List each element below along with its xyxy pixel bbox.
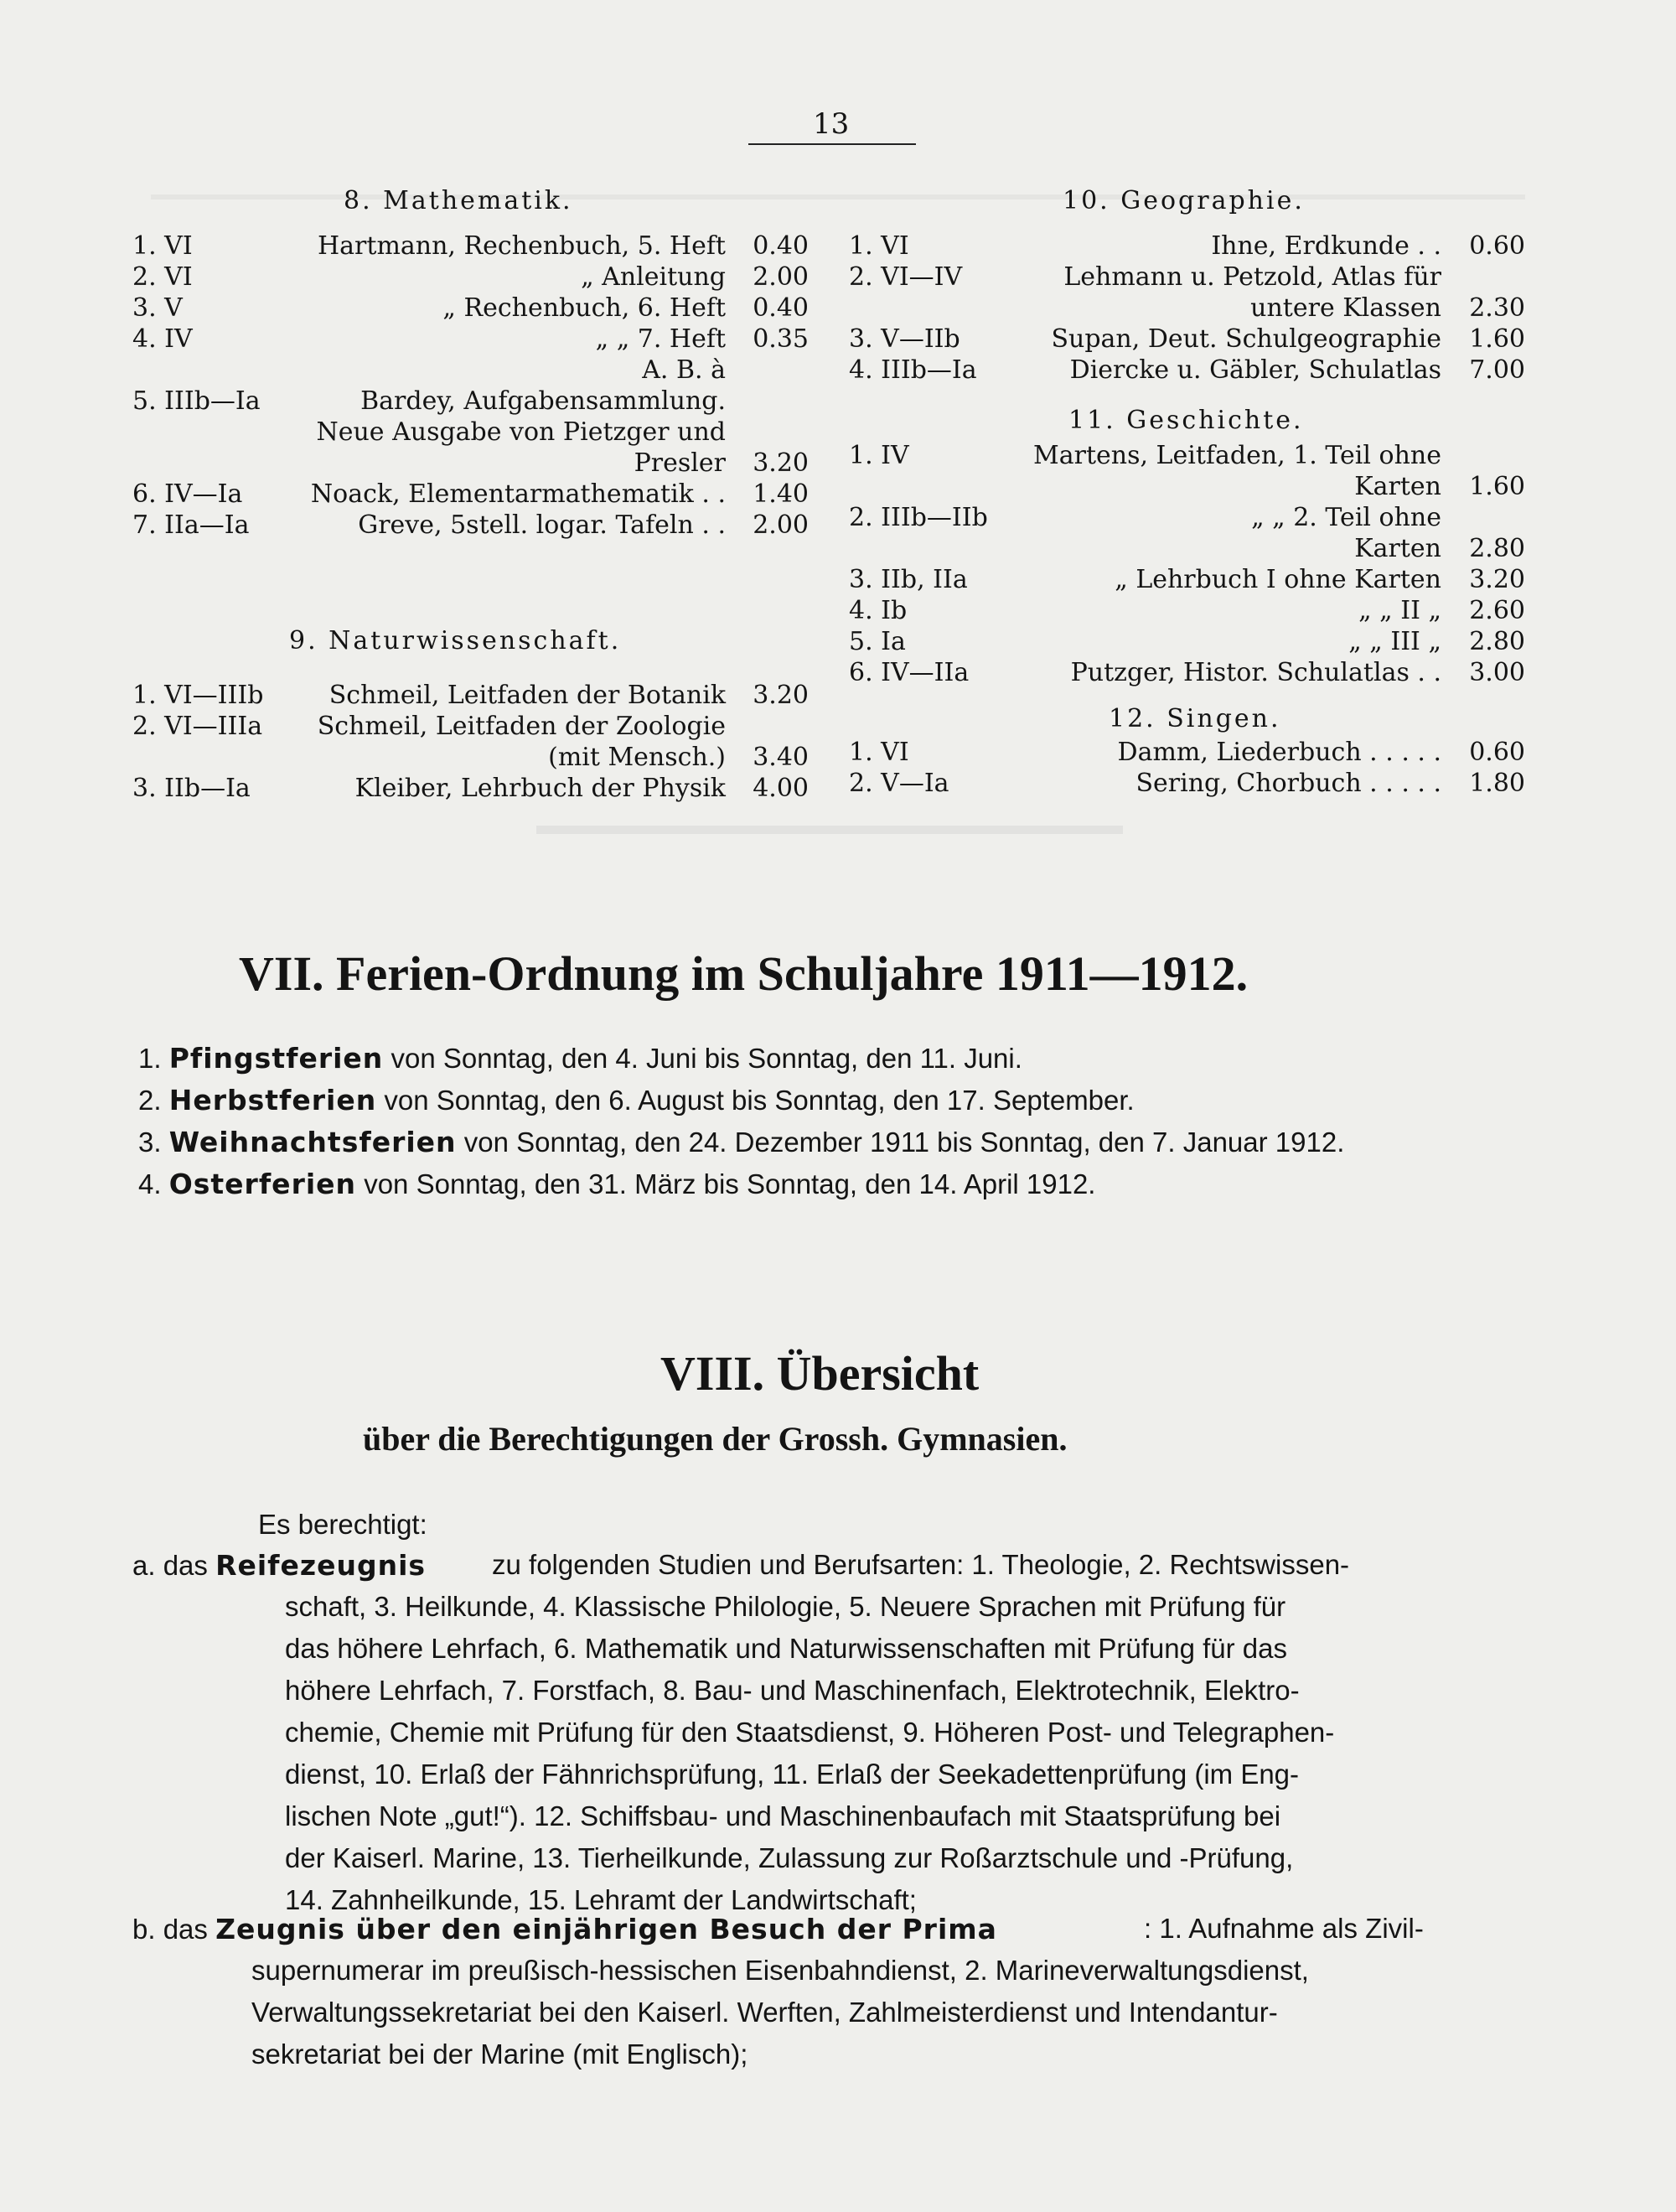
math-row-no: 4. IV [132, 324, 193, 354]
math-row-no: 6. IV—Ia [132, 479, 243, 509]
history-row-price: 2.80 [1469, 627, 1525, 656]
math-row-no: 7. IIa—Ia [132, 510, 250, 540]
entitlement-a-key: Reifezeugnis [215, 1549, 427, 1582]
history-row-no: 2. IIIb—IIb [849, 503, 988, 532]
entitlement-b-line: Verwaltungssekretariat bei den Kaiserl. Werften, Zahlmeisterdienst und Intendantur- [251, 1997, 1278, 2028]
entitlement-a [132, 1549, 426, 1582]
vacation-item-text: von Sonntag, den 6. August bis Sonntag, den 17. September. [376, 1085, 1135, 1116]
history-row-title: Martens, Leitfaden, 1. Teil ohne [1033, 441, 1441, 470]
geo-row-no: 2. VI—IV [849, 262, 963, 292]
entitlement-a-line: chemie, Chemie mit Prüfung für den Staatsdienst, 9. Höheren Post- und Telegraphen- [285, 1717, 1335, 1748]
vacation-item [138, 1084, 1135, 1116]
entitlement-a-line: zu folgenden Studien und Berufsarten: 1. Theologie, 2. Rechtswissen- [492, 1549, 1350, 1580]
geo-row-no: 4. IIIb—Ia [849, 355, 977, 385]
geo-heading: 10. Geographie. [1063, 186, 1305, 215]
math-row-title: Noack, Elementarmathematik . . [310, 479, 726, 509]
science-row-price: 3.40 [753, 743, 809, 772]
history-row-no: 6. IV—IIa [849, 658, 970, 687]
singing-row-no: 1. VI [849, 738, 909, 767]
geo-row-title: Ihne, Erdkunde . . [1211, 231, 1441, 261]
vacation-item-text: von Sonntag, den 24. Dezember 1911 bis Sonntag, den 7. Januar 1912. [456, 1127, 1345, 1158]
entitlement-b [132, 1913, 997, 1945]
entitlement-a-line: 14. Zahnheilkunde, 15. Lehramt der Landwirtschaft; [285, 1884, 917, 1915]
vacation-item [138, 1126, 1344, 1158]
history-row-no: 4. Ib [849, 596, 908, 625]
history-row-no: 3. IIb, IIa [849, 565, 968, 594]
science-row-title: Schmeil, Leitfaden der Botanik [328, 681, 726, 710]
geo-row-title: untere Klassen [1250, 293, 1441, 323]
entitlement-a-line: der Kaiserl. Marine, 13. Tierheilkunde, Zulassung zur Roßarztschule und -Prüfung, [285, 1842, 1294, 1873]
vacation-item-name: Pfingstferien [168, 1042, 384, 1075]
science-row-no: 3. IIb—Ia [132, 774, 251, 803]
entitlement-a-line: höhere Lehrfach, 7. Forstfach, 8. Bau- und Maschinenfach, Elektrotechnik, Elektro- [285, 1675, 1300, 1706]
entitlement-b-key: Zeugnis über den einjährigen Besuch der Prima [215, 1913, 997, 1945]
geo-row-price: 1.60 [1469, 324, 1525, 354]
science-row-price: 4.00 [753, 774, 809, 803]
history-row-title: Karten [1354, 534, 1441, 563]
geo-row-price: 7.00 [1469, 355, 1525, 385]
vacation-item-no: 4. [138, 1168, 169, 1199]
math-row-price: 0.40 [753, 293, 809, 323]
singing-row-price: 1.80 [1469, 769, 1525, 798]
geo-row-price: 2.30 [1469, 293, 1525, 323]
math-row-no: 3. V [132, 293, 183, 323]
overview-title: VIII. Übersicht [660, 1346, 980, 1401]
history-row-no: 5. Ia [849, 627, 906, 656]
math-row-price: 1.40 [753, 479, 809, 509]
singing-heading: 12. Singen. [1109, 704, 1281, 733]
history-row-title: „ „ III „ [1348, 627, 1441, 656]
science-row-title: Kleiber, Lehrbuch der Physik [354, 774, 726, 803]
math-row-no: 1. VI [132, 231, 193, 261]
entitlement-b-line: sekretariat bei der Marine (mit Englisch); [251, 2038, 748, 2070]
singing-row-title: Damm, Liederbuch . . . . . [1117, 738, 1441, 767]
entitlement-b-label: b. das [132, 1914, 208, 1945]
history-row-title: „ „ 2. Teil ohne [1251, 503, 1441, 532]
vacation-item-text: von Sonntag, den 4. Juni bis Sonntag, den 11. Juni. [383, 1043, 1022, 1074]
math-row-title: Presler [634, 448, 726, 478]
math-row-price: 0.40 [753, 231, 809, 261]
geo-row-title: Lehmann u. Petzold, Atlas für [1063, 262, 1441, 292]
vacation-title: VII. Ferien-Ordnung im Schuljahre 1911—1912. [239, 946, 1249, 1001]
math-row-title: „ „ 7. Heft [595, 324, 726, 354]
science-heading: 9. Naturwissenschaft. [289, 626, 622, 655]
history-row-price: 2.80 [1469, 534, 1525, 563]
science-row-price: 3.20 [753, 681, 809, 710]
vacation-item-name: Weihnachtsferien [168, 1126, 457, 1158]
history-row-no: 1. IV [849, 441, 909, 470]
history-row-title: Karten [1354, 472, 1441, 501]
vacation-item-no: 1. [138, 1043, 169, 1074]
entitlement-a-line: das höhere Lehrfach, 6. Mathematik und Naturwissenschaften mit Prüfung für das [285, 1633, 1287, 1664]
math-row-title: „ Anleitung [581, 262, 726, 292]
science-row-title: Schmeil, Leitfaden der Zoologie [317, 712, 726, 741]
overview-subtitle: über die Berechtigungen der Grossh. Gymnasien. [363, 1420, 1068, 1458]
entitlement-b-line: : 1. Aufnahme als Zivil- [1144, 1913, 1424, 1944]
math-row-no: 5. IIIb—Ia [132, 386, 261, 416]
vacation-item [138, 1042, 1022, 1075]
page-number: 13 [813, 107, 850, 141]
math-row-no: 2. VI [132, 262, 193, 292]
geo-row-price: 0.60 [1469, 231, 1525, 261]
math-row-price: 2.00 [753, 510, 809, 540]
entitlement-b-line: supernumerar im preußisch-hessischen Eisenbahndienst, 2. Marineverwaltungsdienst, [251, 1955, 1309, 1986]
vacation-item-no: 2. [138, 1085, 169, 1116]
math-row-title: Neue Ausgabe von Pietzger und [316, 417, 726, 447]
science-row-no: 1. VI—IIIb [132, 681, 264, 710]
math-row-title: Greve, 5stell. logar. Tafeln . . [358, 510, 726, 540]
vacation-item-name: Herbstferien [168, 1084, 377, 1116]
history-row-price: 2.60 [1469, 596, 1525, 625]
vacation-item-text: von Sonntag, den 31. März bis Sonntag, den 14. April 1912. [356, 1168, 1096, 1199]
history-row-price: 1.60 [1469, 472, 1525, 501]
singing-row-title: Sering, Chorbuch . . . . . [1135, 769, 1441, 798]
history-row-title: „ „ II „ [1358, 596, 1441, 625]
geo-row-no: 3. V—IIb [849, 324, 960, 354]
geo-row-title: Diercke u. Gäbler, Schulatlas [1069, 355, 1441, 385]
math-row-price: 2.00 [753, 262, 809, 292]
math-row-price: 0.35 [753, 324, 809, 354]
entitlement-a-label: a. das [132, 1550, 208, 1581]
history-row-title: Putzger, Histor. Schulatlas . . [1070, 658, 1441, 687]
math-row-title: „ Rechenbuch, 6. Heft [442, 293, 726, 323]
vacation-item-no: 3. [138, 1127, 169, 1158]
entitlement-a-line: lischen Note „gut!“). 12. Schiffsbau- und Maschinenbaufach mit Staatsprüfung bei [285, 1800, 1281, 1831]
singing-row-price: 0.60 [1469, 738, 1525, 767]
history-row-price: 3.20 [1469, 565, 1525, 594]
entitlement-a-line: schaft, 3. Heilkunde, 4. Klassische Philologie, 5. Neuere Sprachen mit Prüfung für [285, 1591, 1286, 1622]
math-row-price: 3.20 [753, 448, 809, 478]
vacation-item-name: Osterferien [168, 1168, 357, 1200]
math-row-title: A. B. à [642, 355, 726, 385]
history-row-price: 3.00 [1469, 658, 1525, 687]
science-row-title: (mit Mensch.) [548, 743, 726, 772]
math-heading: 8. Mathematik. [344, 186, 573, 215]
math-row-title: Hartmann, Rechenbuch, 5. Heft [318, 231, 726, 261]
vacation-item [138, 1168, 1095, 1200]
overview-intro: Es berechtigt: [258, 1509, 427, 1540]
header-rule [748, 143, 916, 145]
history-row-title: „ Lehrbuch I ohne Karten [1115, 565, 1441, 594]
math-row-title: Bardey, Aufgabensammlung. [360, 386, 726, 416]
geo-row-title: Supan, Deut. Schulgeographie [1051, 324, 1441, 354]
science-row-no: 2. VI—IIIa [132, 712, 263, 741]
geo-row-no: 1. VI [849, 231, 909, 261]
history-heading: 11. Geschichte. [1068, 406, 1304, 435]
singing-row-no: 2. V—Ia [849, 769, 949, 798]
entitlement-a-line: dienst, 10. Erlaß der Fähnrichsprüfung, 11. Erlaß der Seekadettenprüfung (im Eng- [285, 1759, 1300, 1790]
